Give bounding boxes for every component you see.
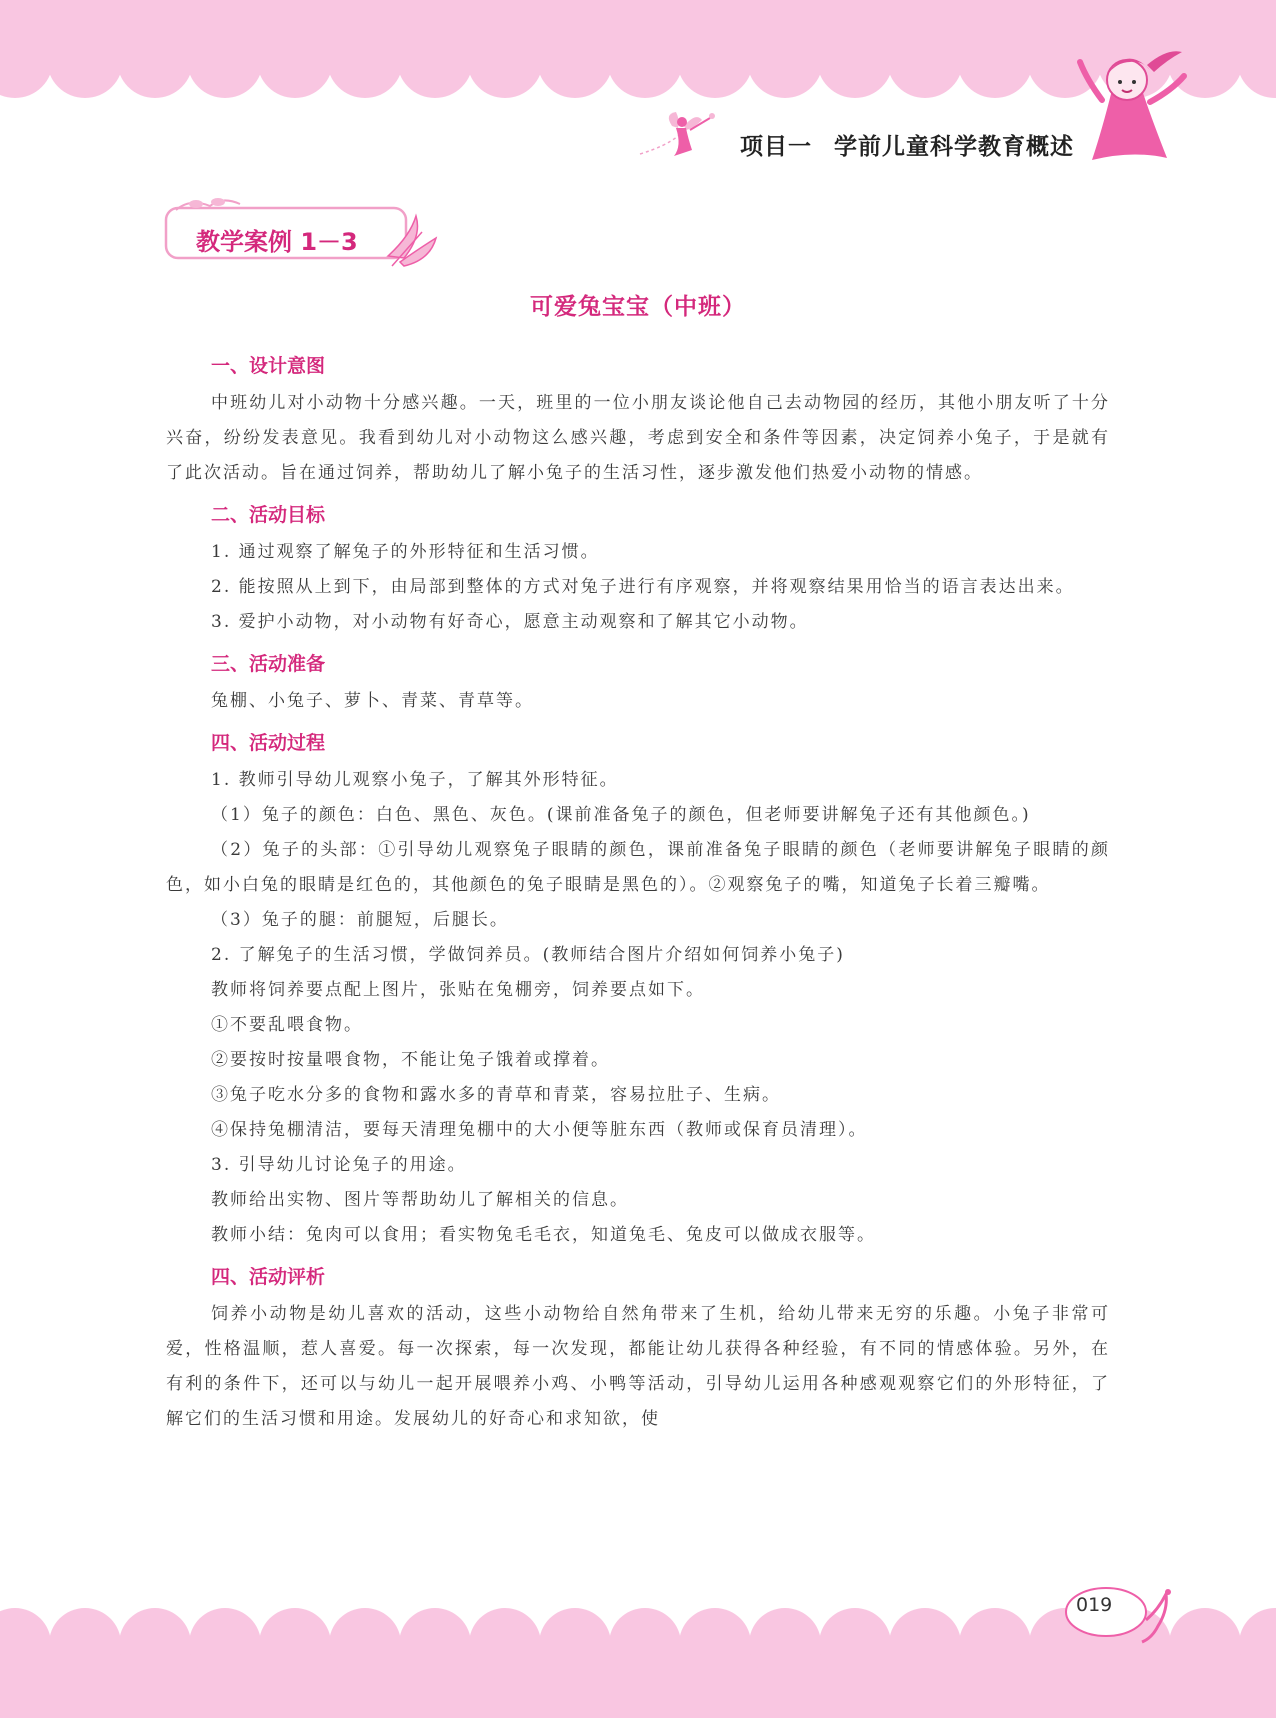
process-item: ④保持兔棚清洁，要每天清理兔棚中的大小便等脏东西（教师或保育员清理）。 bbox=[211, 1120, 868, 1140]
fairy-girl-illustration bbox=[1072, 40, 1192, 170]
process-item: （3）兔子的腿：前腿短，后腿长。 bbox=[211, 910, 509, 930]
goal-item: 2. 能按照从上到下，由局部到整体的方式对兔子进行有序观察，并将观察结果用恰当的语言表达出来。 bbox=[211, 577, 1075, 597]
process-item: 2. 了解兔子的生活习惯，学做饲养员。(教师结合图片介绍如何饲养小兔子) bbox=[211, 945, 845, 965]
document-title: 可爱兔宝宝（中班） bbox=[530, 294, 746, 320]
page-number: 019 bbox=[1076, 1594, 1113, 1616]
section-heading-process: 四、活动过程 bbox=[211, 732, 326, 754]
goal-item: 1. 通过观察了解兔子的外形特征和生活习惯。 bbox=[211, 542, 600, 562]
header-title: 学前儿童科学教育概述 bbox=[834, 134, 1074, 160]
running-header bbox=[740, 128, 1074, 161]
analysis-paragraph: 饲养小动物是幼儿喜欢的活动，这些小动物给自然角带来了生机，给幼儿带来无穷的乐趣。小兔子非常可爱，性格温顺，惹人喜爱。每一次探索，每一次发现，都能让幼儿获得各种经验，有不同的情感体验。另外，在有利的条件下，还可以与幼儿一起开展喂养小鸡、小鸭等活动，引导幼儿运用各种感观观察它们的外形特征，了解它们的生活习惯和用途。发展幼儿的好奇心和求知欲，使 bbox=[166, 1304, 1110, 1429]
section-heading-analysis: 四、活动评析 bbox=[211, 1266, 326, 1288]
process-item: ③兔子吃水分多的食物和露水多的青草和青菜，容易拉肚子、生病。 bbox=[211, 1085, 781, 1105]
section-heading-goals: 二、活动目标 bbox=[211, 504, 326, 526]
process-item: 教师给出实物、图片等帮助幼儿了解相关的信息。 bbox=[211, 1190, 629, 1210]
process-item: （1）兔子的颜色：白色、黑色、灰色。(课前准备兔子的颜色，但老师要讲解兔子还有其他颜色。) bbox=[211, 805, 1031, 825]
preparation-text: 兔棚、小兔子、萝卜、青菜、青草等。 bbox=[211, 691, 534, 711]
process-item: ①不要乱喂食物。 bbox=[211, 1015, 363, 1035]
design-paragraph: 中班幼儿对小动物十分感兴趣。一天，班里的一位小朋友谈论他自己去动物园的经历，其他小朋友听了十分兴奋，纷纷发表意见。我看到幼儿对小动物这么感兴趣，考虑到安全和条件等因素，决定饲养小兔子，于是就有了此次活动。旨在通过饲养，帮助幼儿了解小兔子的生活习性，逐步激发他们热爱小动物的情感。 bbox=[166, 393, 1110, 483]
process-item: 3. 引导幼儿讨论兔子的用途。 bbox=[211, 1155, 467, 1175]
header-project: 项目一 bbox=[740, 134, 812, 160]
process-item: ②要按时按量喂食物，不能让兔子饿着或撑着。 bbox=[211, 1050, 610, 1070]
process-item: 教师将饲养要点配上图片，张贴在兔棚旁，饲养要点如下。 bbox=[211, 980, 705, 1000]
process-item: （2）兔子的头部：①引导幼儿观察兔子眼睛的颜色，课前准备兔子眼睛的颜色（老师要讲解兔子眼睛的颜色，如小白兔的眼睛是红色的，其他颜色的兔子眼睛是黑色的）。②观察兔子的嘴，知道兔子长着三瓣嘴。 bbox=[166, 840, 1110, 895]
goal-item: 3. 爱护小动物，对小动物有好奇心，愿意主动观察和了解其它小动物。 bbox=[211, 612, 809, 632]
section-heading-design: 一、设计意图 bbox=[211, 355, 326, 377]
small-fairy-icon bbox=[636, 106, 720, 164]
case-label: 教学案例 1－3 bbox=[196, 228, 358, 256]
process-item: 教师小结：兔肉可以食用；看实物兔毛毛衣，知道兔毛、兔皮可以做成衣服等。 bbox=[211, 1225, 876, 1245]
section-heading-preparation: 三、活动准备 bbox=[211, 653, 326, 675]
process-item: 1. 教师引导幼儿观察小兔子，了解其外形特征。 bbox=[211, 770, 619, 790]
article-body bbox=[166, 346, 1110, 1437]
